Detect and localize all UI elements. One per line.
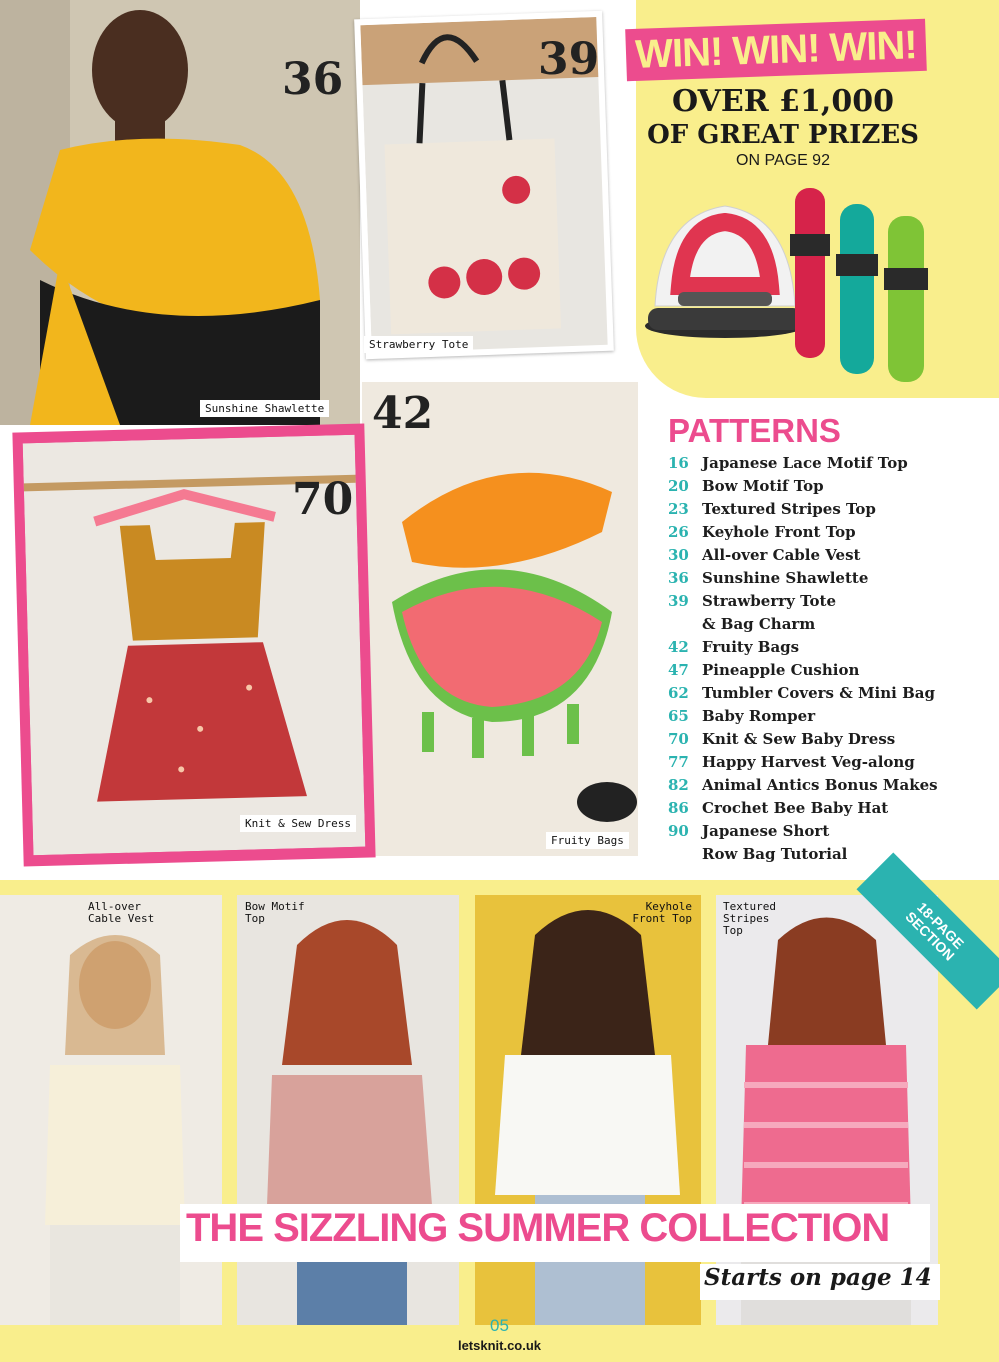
pattern-title: Sunshine Shawlette	[702, 569, 869, 587]
pattern-item	[668, 521, 988, 544]
pattern-item	[668, 590, 988, 636]
win-banner	[625, 19, 927, 81]
pattern-item	[668, 498, 988, 521]
pattern-title: Fruity Bags	[702, 638, 800, 656]
pattern-page: 65	[668, 707, 689, 725]
pattern-page: 26	[668, 523, 689, 541]
feature-number-70: 70	[292, 474, 354, 525]
pattern-page: 86	[668, 799, 689, 817]
pattern-title: Animal Antics Bonus Makes	[702, 776, 938, 794]
section-badge-text: 18-PAGE SECTION	[902, 898, 968, 964]
caption-bow-motif-top: Bow Motif Top	[245, 900, 305, 925]
pattern-item	[668, 751, 988, 774]
page-number: 05	[490, 1316, 509, 1335]
pattern-item	[668, 475, 988, 498]
pattern-title: Textured Stripes Top	[702, 500, 876, 518]
caption-strawberry-tote: Strawberry Tote	[364, 336, 473, 353]
caption-keyhole-front-top: Keyhole Front Top	[632, 900, 692, 925]
collection-title: THE SIZZLING SUMMER COLLECTION	[186, 1206, 890, 1250]
caption-sunshine-shawlette: Sunshine Shawlette	[200, 400, 329, 417]
pattern-page: 62	[668, 684, 689, 702]
caption-knit-sew-dress: Knit & Sew Dress	[240, 815, 356, 832]
pattern-item	[668, 636, 988, 659]
pattern-page: 16	[668, 454, 689, 472]
photo-fruity-bags	[362, 382, 638, 856]
prize-products-image	[640, 176, 940, 386]
patterns-heading: PATTERNS	[668, 412, 841, 449]
pattern-item	[668, 728, 988, 751]
pattern-item	[668, 544, 988, 567]
pattern-page: 47	[668, 661, 689, 679]
feature-number-36: 36	[282, 54, 344, 105]
pattern-page: 30	[668, 546, 689, 564]
caption-cable-vest: All-over Cable Vest	[88, 900, 155, 925]
pattern-item	[668, 705, 988, 728]
pattern-page: 70	[668, 730, 689, 748]
pattern-title: Bow Motif Top	[702, 477, 824, 495]
prize-line-2: OF GREAT PRIZES	[647, 120, 919, 150]
caption-textured-stripes-top: Textured Stripes Top	[723, 900, 776, 937]
pattern-page: 20	[668, 477, 689, 495]
pattern-page: 39	[668, 592, 689, 610]
pattern-title: Strawberry Tote & Bag Charm	[702, 592, 836, 633]
collection-starts-link[interactable]: Starts on page 14	[704, 1264, 932, 1291]
pattern-item	[668, 797, 988, 820]
patterns-list	[668, 452, 988, 866]
pattern-title: Baby Romper	[702, 707, 816, 725]
pattern-item	[668, 567, 988, 590]
pattern-page: 77	[668, 753, 689, 771]
prize-line-1: OVER £1,000	[672, 84, 894, 119]
pattern-title: Japanese Lace Motif Top	[702, 454, 908, 472]
pattern-title: Pineapple Cushion	[702, 661, 860, 679]
feature-number-39: 39	[538, 34, 600, 85]
pattern-title: Crochet Bee Baby Hat	[702, 799, 889, 817]
website[interactable]: letsknit.co.uk	[457, 1338, 542, 1353]
pattern-page: 36	[668, 569, 689, 587]
pattern-title: Knit & Sew Baby Dress	[702, 730, 896, 748]
pattern-title: Keyhole Front Top	[702, 523, 856, 541]
prize-page-ref: ON PAGE 92	[736, 152, 830, 169]
pattern-title: Happy Harvest Veg-along	[702, 753, 915, 771]
pattern-title: Japanese Short Row Bag Tutorial	[702, 822, 848, 863]
pattern-item	[668, 452, 988, 475]
pattern-item	[668, 820, 988, 866]
pattern-item	[668, 659, 988, 682]
pattern-title: All-over Cable Vest	[702, 546, 861, 564]
pattern-item	[668, 774, 988, 797]
pattern-page: 90	[668, 822, 689, 840]
pattern-page: 42	[668, 638, 689, 656]
win-banner-text: WIN! WIN! WIN!	[634, 22, 918, 77]
pattern-page: 82	[668, 776, 689, 794]
feature-number-42: 42	[372, 388, 434, 439]
pattern-title: Tumbler Covers & Mini Bag	[702, 684, 935, 702]
pattern-page: 23	[668, 500, 689, 518]
pattern-item	[668, 682, 988, 705]
caption-fruity-bags: Fruity Bags	[546, 832, 629, 849]
